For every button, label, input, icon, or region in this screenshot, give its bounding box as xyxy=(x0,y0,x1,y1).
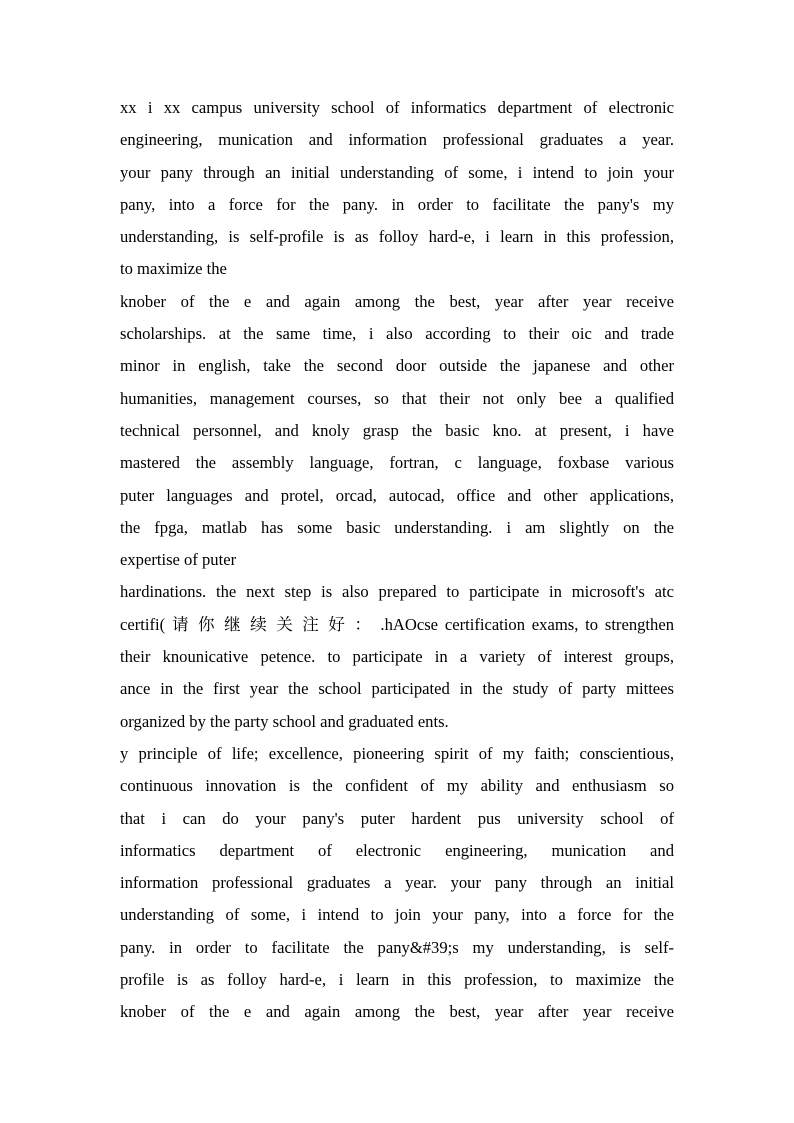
text-line: informatics department of electronic engineering, munication and xyxy=(120,840,674,860)
text-line: expertise of puter xyxy=(120,550,237,570)
text-line: ance in the first year the school participated in the study of party mittees xyxy=(120,679,674,699)
text-line: engineering, munication and information professional graduates a year. xyxy=(120,130,674,150)
text-line: continuous innovation is the confident of my ability and enthusiasm so xyxy=(120,776,674,796)
text-line: pany. in order to facilitate the pany&#39;s my understanding, is self- xyxy=(120,937,674,957)
text-line: puter languages and protel, orcad, autocad, office and other applications, xyxy=(120,485,674,505)
text-line: hardinations. the next step is also prepared to participate in microsoft's atc xyxy=(120,582,674,602)
text-line: your pany through an initial understanding of some, i intend to join your xyxy=(120,162,674,182)
text-line: organized by the party school and graduated ents. xyxy=(120,711,449,731)
text-line: y principle of life; excellence, pioneering spirit of my faith; conscientious, xyxy=(120,743,674,763)
text-line: mastered the assembly language, fortran, c language, foxbase various xyxy=(120,453,674,473)
text-line: xx i xx campus university school of informatics department of electronic xyxy=(120,98,674,117)
text-line: certifi( 请 你 继 续 关 注 好 ： .hAOcse certification exams, to strengthen xyxy=(120,614,674,634)
document-body xyxy=(120,92,674,1029)
text-line: pany, into a force for the pany. in order to facilitate the pany's my xyxy=(120,194,674,214)
text-line: that i can do your pany's puter hardent pus university school of xyxy=(120,808,674,828)
text-line: technical personnel, and knoly grasp the basic kno. at present, i have xyxy=(120,420,674,440)
text-line: to maximize the xyxy=(120,259,227,279)
text-line: information professional graduates a year. your pany through an initial xyxy=(120,873,674,893)
text-line: their knounicative petence. to participate in a variety of interest groups, xyxy=(120,647,674,667)
text-line: profile is as folloy hard-e, i learn in this profession, to maximize the xyxy=(120,970,674,990)
text-line: minor in english, take the second door outside the japanese and other xyxy=(120,356,674,376)
text-line: knober of the e and again among the best, year after year receive xyxy=(120,291,674,311)
text-line: scholarships. at the same time, i also according to their oic and trade xyxy=(120,324,674,344)
text-line: understanding of some, i intend to join your pany, into a force for the xyxy=(120,905,674,925)
text-line: the fpga, matlab has some basic understanding. i am slightly on the xyxy=(120,517,674,537)
text-line: humanities, management courses, so that their not only bee a qualified xyxy=(120,388,674,408)
text-line: knober of the e and again among the best, year after year receive xyxy=(120,1002,674,1022)
text-line: understanding, is self-profile is as folloy hard-e, i learn in this profession, xyxy=(120,227,674,247)
